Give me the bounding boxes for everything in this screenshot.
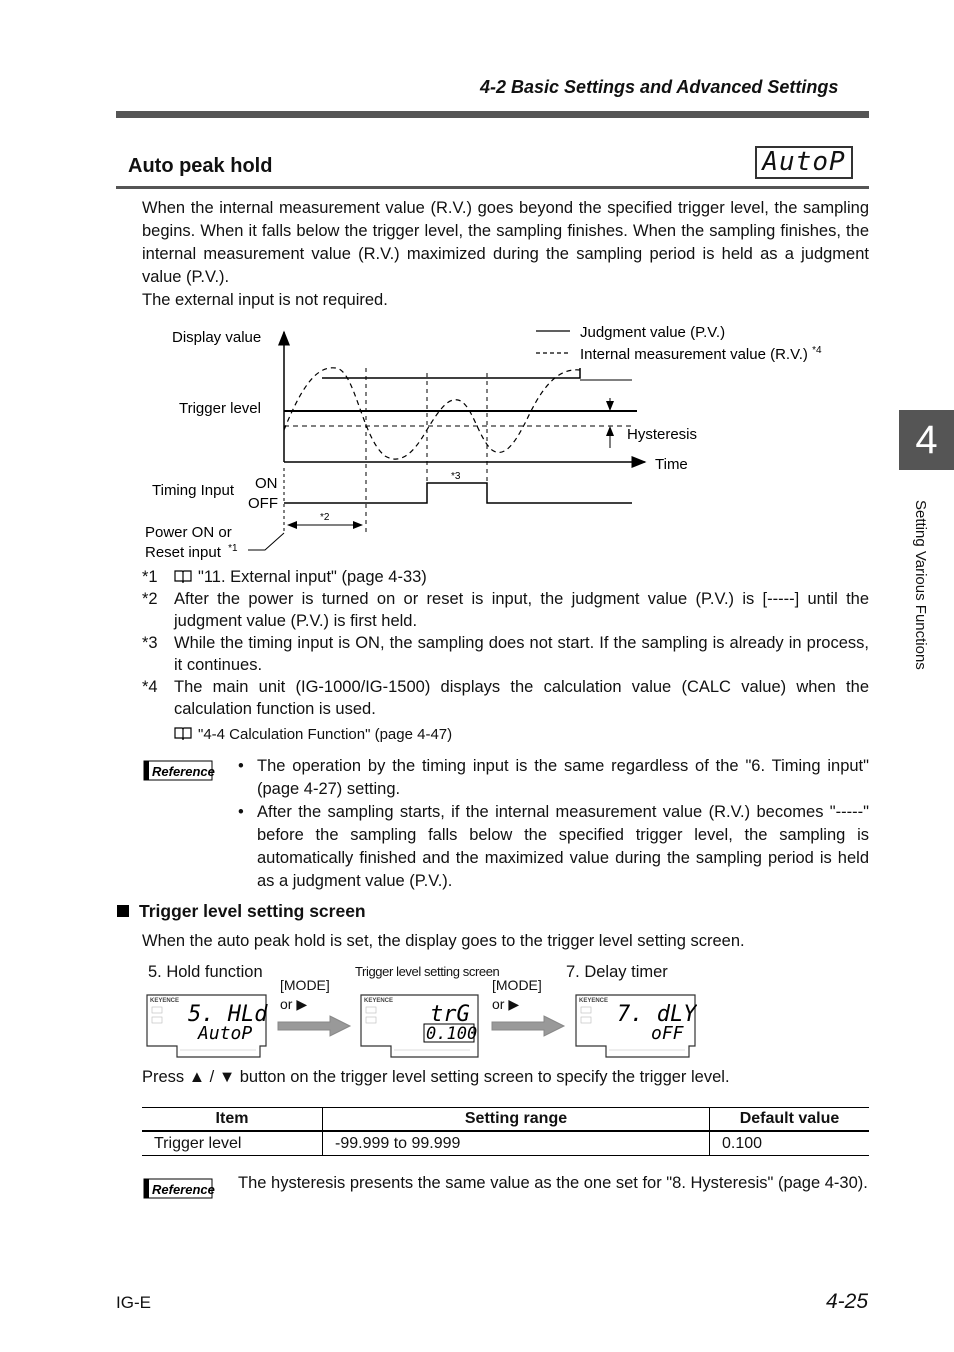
press-instruction: Press ▲ / ▼ button on the trigger level setting screen to specify the trigger level. xyxy=(142,1068,730,1086)
screen-line2: 0.100 xyxy=(426,1024,478,1044)
intro-text: When the internal measurement value (R.V.) goes beyond the specified trigger level, the sampling begins. When it falls below the trigger level, the sampling finishes. When the sampling finishes, the internal measurement value (R.V.) maximized during the sampling period is held as a judgment value (P.V.). xyxy=(142,199,869,286)
brand-label: KEYENCE xyxy=(150,998,180,1004)
reference-badge xyxy=(143,1178,215,1200)
intro-paragraph xyxy=(142,197,869,312)
legend-rv: Internal measurement value (R.V.) xyxy=(580,346,808,363)
reference-label: Reference xyxy=(152,764,215,779)
brand-label: KEYENCE xyxy=(364,998,394,1004)
footnotes xyxy=(142,566,869,746)
device-screen-trigger xyxy=(360,994,482,1058)
section-title: Auto peak hold xyxy=(128,155,273,177)
reference-badge xyxy=(143,760,215,782)
table-cell: -99.999 to 99.999 xyxy=(323,1131,710,1156)
table-header: Item xyxy=(142,1108,323,1132)
chapter-label: Setting Various Functions xyxy=(912,500,929,670)
mode-hint-1: [MODE] or ▶ xyxy=(280,977,330,1012)
reference-bullets xyxy=(238,755,869,893)
flow-arrow-icon xyxy=(274,1014,354,1038)
note-3 xyxy=(142,632,869,676)
star4-label: *4 xyxy=(812,345,822,356)
reset-input-label: Reset input xyxy=(145,544,221,561)
mode-hint-2: [MODE] or ▶ xyxy=(492,977,542,1012)
section-rule xyxy=(116,186,869,189)
book-icon xyxy=(174,570,192,584)
table-header: Setting range xyxy=(323,1108,710,1132)
reference-bullet: • The operation by the timing input is the same regardless of the "6. Timing input" (page 4-27) setting. xyxy=(238,757,869,798)
on-label: ON xyxy=(255,475,278,492)
note-text: After the power is turned on or reset is input, the judgment value (P.V.) is [-----] until the judgment value (P.V.) is first held. xyxy=(174,590,869,630)
note-text: While the timing input is ON, the sampling does not start. If the sampling is already in process, it continues. xyxy=(174,634,869,674)
svg-text:Reset input *1 xyxy=(145,543,238,561)
table-cell: Trigger level xyxy=(142,1131,323,1156)
page-number: 4-25 xyxy=(826,1290,869,1313)
note-ref xyxy=(142,724,869,746)
star3-label: *3 xyxy=(451,471,461,482)
footer-doc-id: IG-E xyxy=(116,1293,151,1312)
screen-line1: 5. HLd xyxy=(188,1002,268,1027)
note-4 xyxy=(142,676,869,720)
header-rule xyxy=(116,111,869,118)
display-value-label: Display value xyxy=(172,329,262,346)
intro-note: The external input is not required. xyxy=(142,291,388,309)
note-mark: *4 xyxy=(142,678,158,696)
square-bullet-icon xyxy=(117,905,129,917)
hold-function-label: 5. Hold function xyxy=(148,963,263,981)
timing-input-wave xyxy=(284,483,632,503)
book-icon xyxy=(174,727,192,741)
device-screen-hold xyxy=(146,994,268,1058)
note-mark: *1 xyxy=(142,568,158,586)
section-header: 4-2 Basic Settings and Advanced Settings xyxy=(480,77,839,97)
chapter-tab: 4 xyxy=(899,410,954,470)
trigger-section-text: When the auto peak hold is set, the display goes to the trigger level setting screen. xyxy=(142,932,745,950)
table-row xyxy=(142,1131,869,1156)
delay-timer-label: 7. Delay timer xyxy=(566,963,668,981)
settings-table xyxy=(142,1107,869,1156)
note-mark: *3 xyxy=(142,634,158,652)
timing-input-label: Timing Input xyxy=(152,482,234,499)
judgment-value-line xyxy=(322,368,580,378)
star2-label: *2 xyxy=(320,512,330,523)
brand-label: KEYENCE xyxy=(579,998,609,1004)
note-ref-text: "4-4 Calculation Function" (page 4-47) xyxy=(198,726,453,743)
flow-arrow-icon xyxy=(488,1014,568,1038)
note-text: "11. External input" (page 4-33) xyxy=(198,568,427,586)
hysteresis-label: Hysteresis xyxy=(627,426,698,443)
screen-line1: trG xyxy=(430,1002,470,1027)
time-label: Time xyxy=(655,456,688,473)
lcd-label: AutoP xyxy=(755,146,853,179)
power-on-label: Power ON or xyxy=(145,524,232,541)
star1-label: *1 xyxy=(228,543,238,554)
svg-text:Internal measurement value (R. xyxy=(580,345,822,363)
screen-line2: oFF xyxy=(651,1023,684,1044)
trigger-section-title: Trigger level setting screen xyxy=(117,901,366,922)
table-header-row xyxy=(142,1108,869,1132)
trigger-level-label: Trigger level xyxy=(179,400,261,417)
table-cell: 0.100 xyxy=(710,1131,870,1156)
screen-line2: AutoP xyxy=(198,1023,253,1044)
device-screen-delay xyxy=(575,994,697,1058)
measurement-wave xyxy=(284,368,580,459)
screen-line1: 7. dLY xyxy=(617,1002,697,1027)
note-text: The main unit (IG-1000/IG-1500) displays the calculation value (CALC value) when the calculation function is used. xyxy=(174,678,869,718)
note-2 xyxy=(142,588,869,632)
reference-label: Reference xyxy=(152,1182,215,1197)
hysteresis-reference: The hysteresis presents the same value as the one set for "8. Hysteresis" (page 4-30). xyxy=(238,1174,868,1192)
table-header: Default value xyxy=(710,1108,870,1132)
reference-bullet: • After the sampling starts, if the internal measurement value (R.V.) becomes "-----" before the sampling falls below the specified trigger level, the sampling is automatically finished and the maximized value during the sampling period is held as a judgment value (P.V.). xyxy=(238,803,869,890)
note-1 xyxy=(142,566,869,588)
timing-diagram xyxy=(140,318,860,568)
legend-pv: Judgment value (P.V.) xyxy=(580,324,726,341)
note-mark: *2 xyxy=(142,590,158,608)
off-label: OFF xyxy=(248,495,278,512)
setting-screen-label: Trigger level setting screen xyxy=(355,964,500,979)
